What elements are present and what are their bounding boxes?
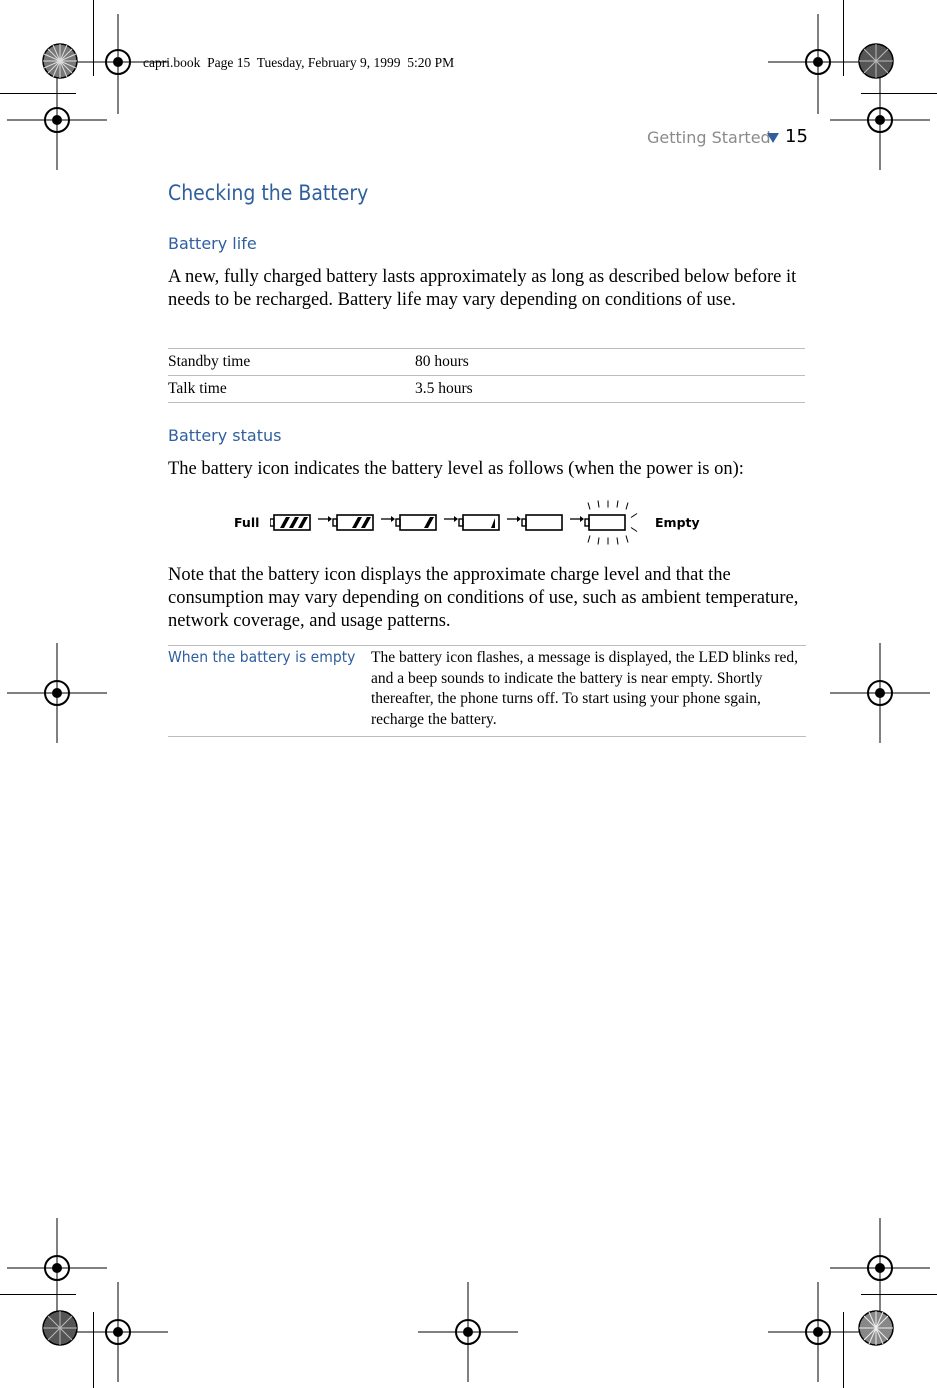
registration-crosshair-icon xyxy=(418,1282,518,1382)
battery-status-paragraph: The battery icon indicates the battery level as follows (when the power is on): xyxy=(168,459,744,479)
battery-full-label: Full xyxy=(234,515,260,530)
battery-icon xyxy=(522,515,562,530)
table-cell-value: 3.5 hours xyxy=(415,376,805,403)
registration-crosshair-icon xyxy=(768,1282,868,1382)
triangle-down-icon xyxy=(767,133,779,143)
arrow-right-icon xyxy=(507,516,521,522)
battery-icon xyxy=(585,515,625,530)
note-label: When the battery is empty xyxy=(168,648,356,666)
registration-star-icon xyxy=(42,43,78,79)
page-number: 15 xyxy=(785,126,808,147)
arrow-right-icon xyxy=(318,516,332,522)
table-cell-label: Standby time xyxy=(168,349,415,376)
table-row xyxy=(168,376,805,403)
arrow-right-icon xyxy=(381,516,395,522)
table-cell-value: 80 hours xyxy=(415,349,805,376)
subheading-battery-status: Battery status xyxy=(168,426,282,445)
registration-crosshair-icon xyxy=(7,643,107,743)
note-text: The battery icon flashes, a message is displayed, the LED blinks red, and a beep sounds to indicate the battery is near empty. Shortly thereafter, the phone turns off. To start using your phone sgain, recharge the battery. xyxy=(371,649,798,728)
note-row xyxy=(168,645,806,737)
subheading-battery-life: Battery life xyxy=(168,234,257,253)
arrow-right-icon xyxy=(444,516,458,522)
registration-star-icon xyxy=(42,1310,78,1346)
table-cell-label: Talk time xyxy=(168,376,415,403)
battery-icon xyxy=(270,515,310,530)
battery-level-sequence xyxy=(270,494,650,550)
registration-star-icon xyxy=(858,43,894,79)
registration-crosshair-icon xyxy=(830,643,930,743)
running-head-section: Getting Started xyxy=(647,128,771,147)
note-paragraph: Note that the battery icon displays the approximate charge level and that the consumption may vary depending on conditions of use, such as ambient temperature, network coverage, and usage patterns. xyxy=(168,565,799,631)
battery-life-table xyxy=(168,348,805,403)
registration-crosshair-icon xyxy=(68,1282,168,1382)
battery-icon xyxy=(333,515,373,530)
table-row xyxy=(168,349,805,376)
battery-life-paragraph: A new, fully charged battery lasts approximately as long as described below before it needs to be recharged. Battery life may vary depending on conditions of use. xyxy=(168,267,797,310)
arrow-right-icon xyxy=(570,516,584,522)
registration-crosshair-icon xyxy=(830,70,930,170)
battery-empty-label: Empty xyxy=(655,515,700,530)
registration-crosshair-icon xyxy=(7,70,107,170)
registration-star-icon xyxy=(858,1310,894,1346)
section-title: Checking the Battery xyxy=(168,181,369,205)
print-slug: capri.book Page 15 Tuesday, February 9, 1999 5:20 PM xyxy=(143,55,455,70)
battery-icon xyxy=(459,515,499,530)
flash-rays xyxy=(588,501,637,545)
battery-icon xyxy=(396,515,436,530)
